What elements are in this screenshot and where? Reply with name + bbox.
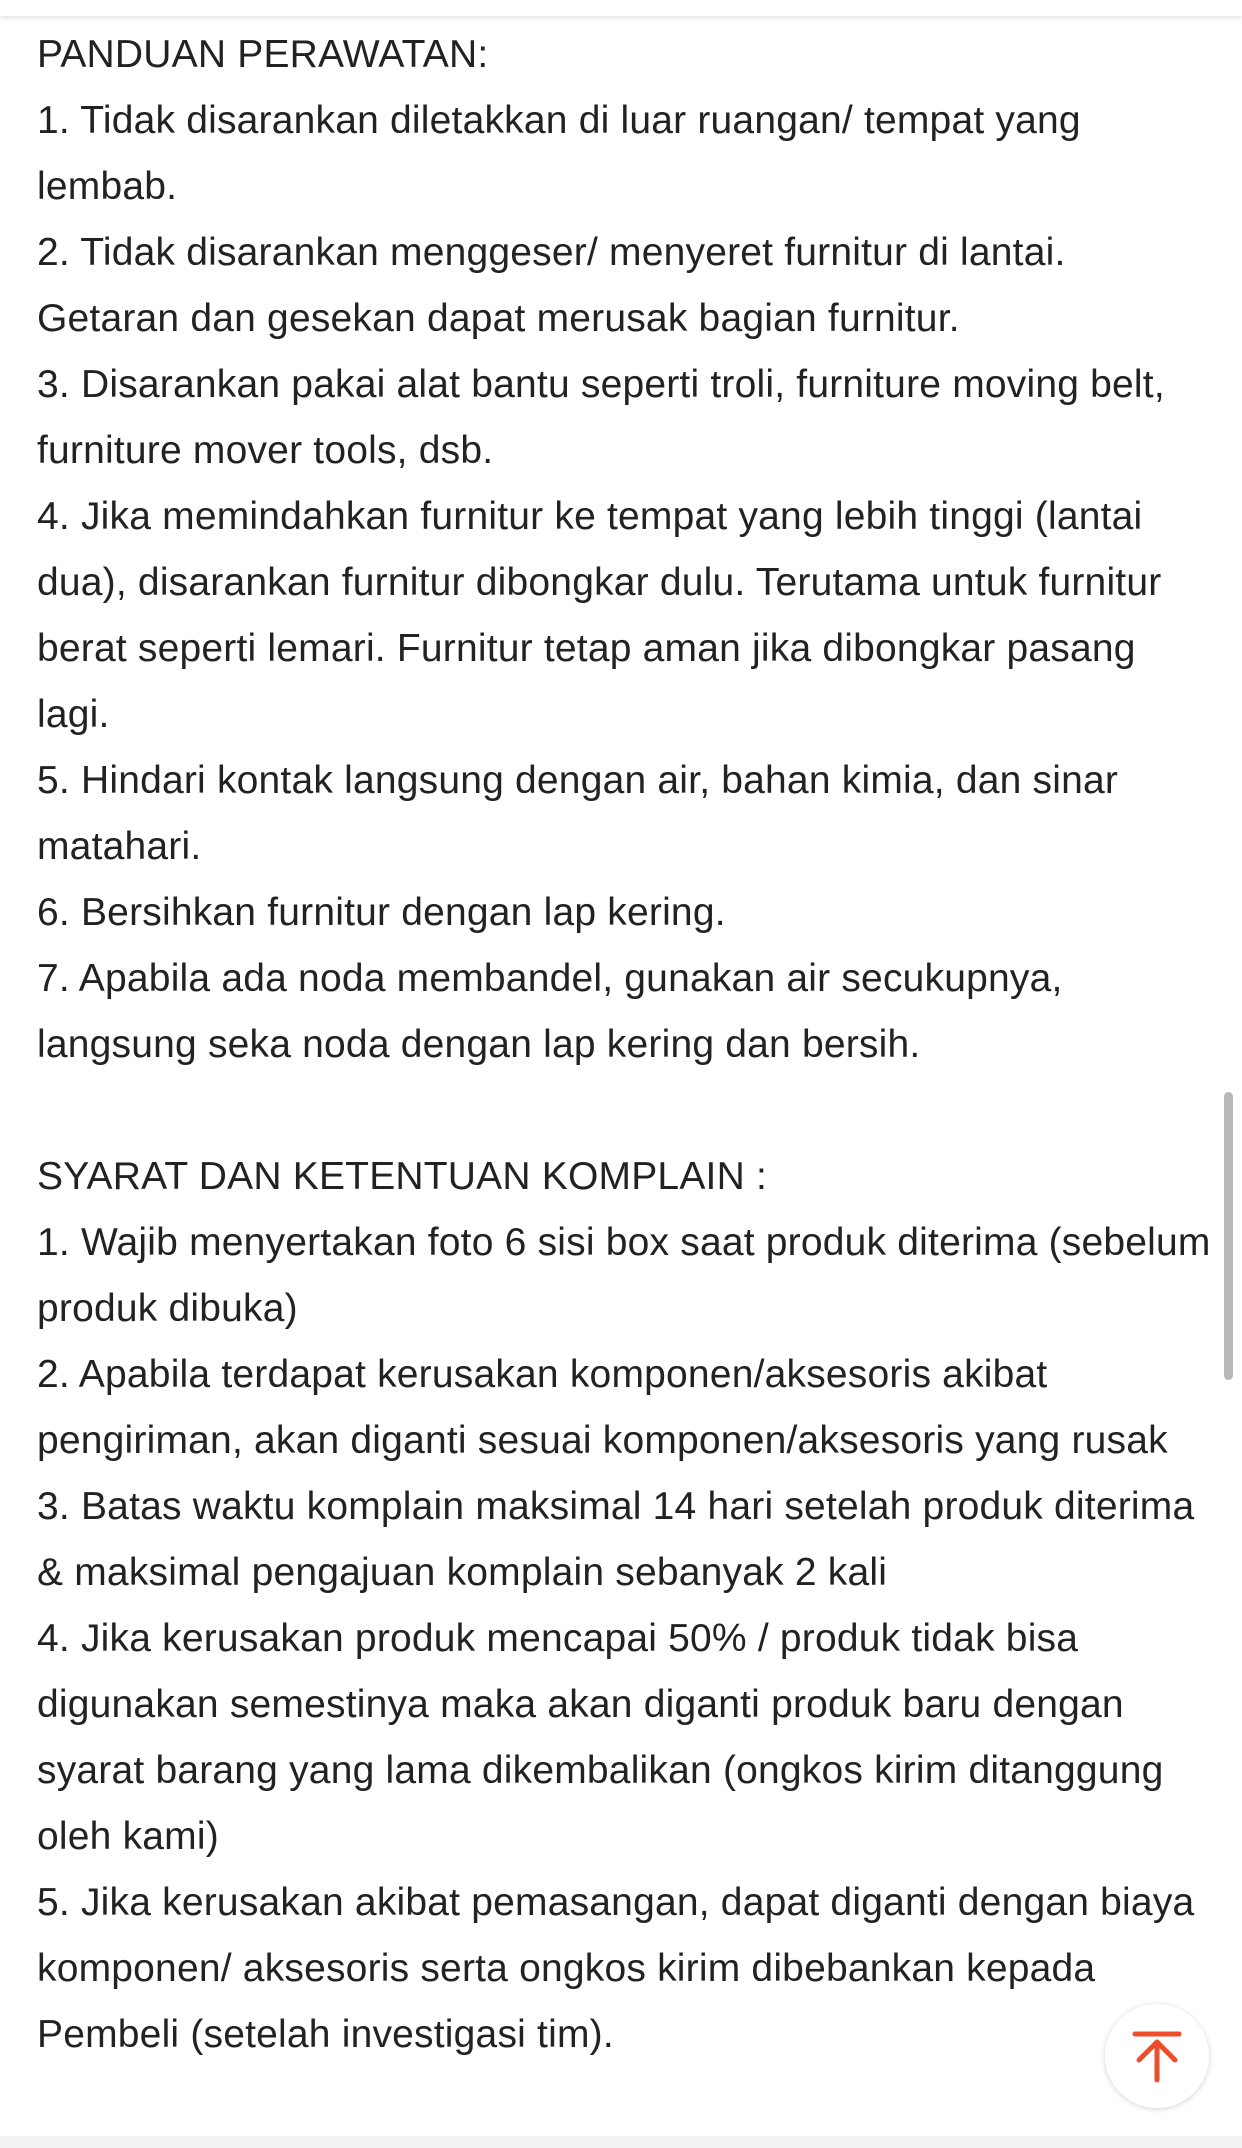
- vertical-scrollbar-thumb[interactable]: [1224, 1092, 1233, 1380]
- complaint-terms-item-2: 2. Apabila terdapat kerusakan komponen/aksesoris akibat pengiriman, akan diganti sesuai komponen/aksesoris yang rusak: [37, 1353, 1168, 1462]
- section-spacer: [37, 1078, 1217, 1144]
- complaint-terms-item-4: 4. Jika kerusakan produk mencapai 50% / produk tidak bisa digunakan semestinya maka akan diganti produk baru dengan syarat barang yang lama dikembalikan (ongkos kirim ditanggung oleh kami): [37, 1617, 1164, 1858]
- care-guide-heading: PANDUAN PERAWATAN:: [37, 33, 489, 76]
- care-guide-item-5: 5. Hindari kontak langsung dengan air, bahan kimia, dan sinar matahari.: [37, 759, 1119, 868]
- care-guide-item-7: 7. Apabila ada noda membandel, gunakan air secukupnya, langsung seka noda dengan lap kering dan bersih.: [37, 957, 1063, 1066]
- complaint-terms-item-5: 5. Jika kerusakan akibat pemasangan, dapat diganti dengan biaya komponen/ aksesoris serta ongkos kirim dibebankan kepada Pembeli (setelah investigasi tim).: [37, 1881, 1195, 2056]
- care-guide-item-3: 3. Disarankan pakai alat bantu seperti troli, furniture moving belt, furniture mover tools, dsb.: [37, 363, 1165, 472]
- arrow-up-to-top-icon: [1129, 2028, 1185, 2084]
- product-description-text: [37, 22, 1217, 2068]
- complaint-terms-item-1: 1. Wajib menyertakan foto 6 sisi box saat produk diterima (sebelum produk dibuka): [37, 1221, 1211, 1330]
- care-guide-item-4: 4. Jika memindahkan furnitur ke tempat yang lebih tinggi (lantai dua), disarankan furnitur dibongkar dulu. Terutama untuk furnitur berat seperti lemari. Furnitur tetap aman jika dibongkar pasang lagi.: [37, 495, 1162, 736]
- care-guide-item-1: 1. Tidak disarankan diletakkan di luar ruangan/ tempat yang lembab.: [37, 99, 1081, 208]
- complaint-terms-item-3: 3. Batas waktu komplain maksimal 14 hari setelah produk diterima & maksimal pengajuan komplain sebanyak 2 kali: [37, 1485, 1195, 1594]
- complaint-terms-heading: SYARAT DAN KETENTUAN KOMPLAIN :: [37, 1155, 768, 1198]
- top-header-bar: [0, 0, 1242, 16]
- care-guide-item-6: 6. Bersihkan furnitur dengan lap kering.: [37, 891, 726, 934]
- scroll-to-top-button[interactable]: [1105, 2004, 1209, 2108]
- bottom-strip: [0, 2136, 1242, 2148]
- care-guide-item-2: 2. Tidak disarankan menggeser/ menyeret furnitur di lantai. Getaran dan gesekan dapat merusak bagian furnitur.: [37, 231, 1066, 340]
